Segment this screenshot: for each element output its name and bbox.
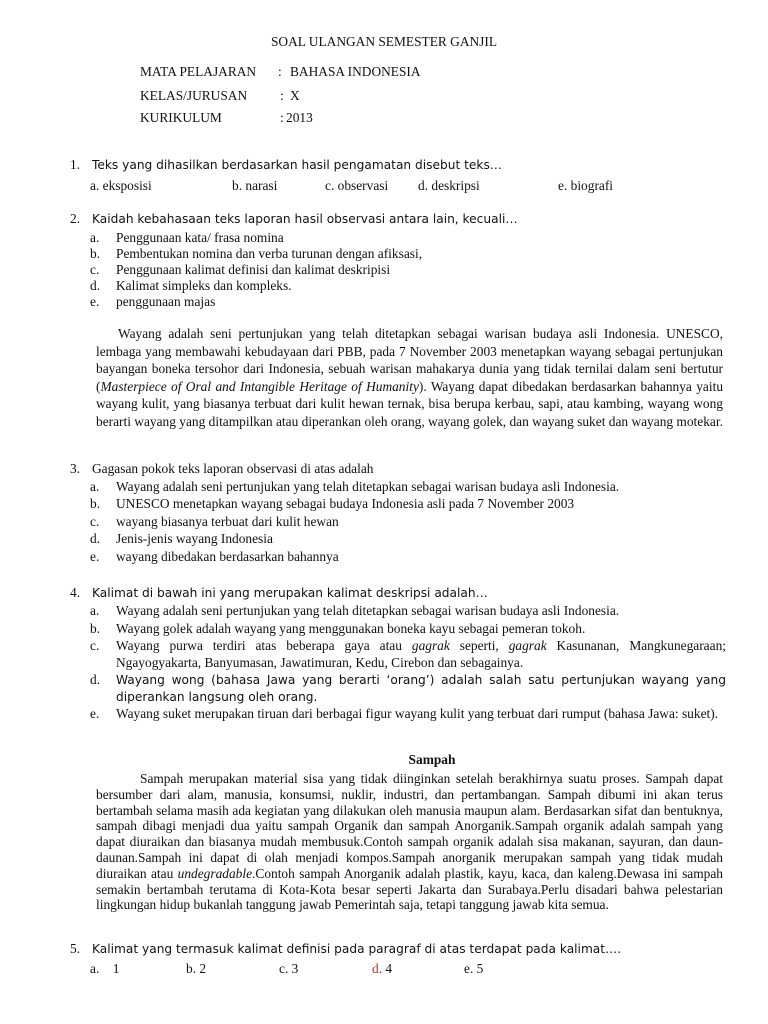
italic-phrase: Masterpiece of Oral and Intangible Heritage of Humanity: [100, 378, 419, 394]
option-d: d. 4: [372, 961, 393, 976]
meta-separator: :: [280, 88, 284, 103]
options-row: [90, 961, 710, 979]
question-2: 2. Kaidah kebahasaan teks laporan hasil observasi antara lain, kecuali… a. Penggunaan kata/ frasa nomina b. Pembentukan nomina dan verba turunan dengan afiksasi, c. Penggunaan kalimat definisi dan kalimat deskripisi d. Kalimat simpleks dan kompleks. e. penggunaan majas: [70, 211, 518, 309]
option-e: e. biografi: [558, 178, 614, 193]
option-b: b. 2: [186, 961, 207, 976]
option-a: a. eksposisi: [90, 178, 152, 193]
question-number: 1.: [70, 157, 81, 172]
meta-label: KELAS/JURUSAN: [140, 88, 248, 103]
option-a: a. 1: [90, 961, 120, 976]
question-text: Kalimat di bawah ini yang merupakan kalimat deskripsi adalah…: [92, 586, 488, 600]
question-3: 3. Gagasan pokok teks laporan observasi di atas adalah a. Wayang adalah seni pertunjukan yang telah ditetapkan sebagai warisan budaya asli Indonesia. b. UNESCO menetapkan wayang sebagai budaya Indonesia asli pada 7 November 2003 c. wayang biasanya terbuat dari kulit hewan d. Jenis-jenis wayang Indonesia e. wayang dibedakan berdasarkan bahannya: [70, 461, 620, 564]
option-b: b. narasi: [232, 178, 278, 193]
question-text: Kalimat yang termasuk kalimat definisi pada paragraf di atas terdapat pada kalimat….: [92, 942, 622, 956]
question-4: 4. Kalimat di bawah ini yang merupakan kalimat deskripsi adalah… a. Wayang adalah seni pertunjukan yang telah ditetapkan sebagai warisan budaya asli Indonesia. b. Wayang golek adalah wayang yang menggunakan boneka kayu sebagai pemeran tokoh. c. Wayang purwa terdiri atas beberapa gaya atau gagrak seperti, gagrak Kasunanan, Mangkunegaraan; Ngayogyakarta, Banyumasan, Jawatimuran, Kedu, Cirebon dan sebagainya. d. Wayang wong (bahasa Jawa yang berarti ‘orang’) adalah salah satu pertunjukan wayang yang diperankan langsung oleh orang. e. Wayang suket merupakan tiruan dari berbagai figur wayang kulit yang terbuat dari rumput (bahasa Jawa: suket).: [70, 585, 726, 721]
question-5: [70, 941, 725, 981]
meta-value: X: [290, 88, 300, 103]
wayang-paragraph: Wayang adalah seni pertunjukan yang telah ditetapkan sebagai warisan budaya asli Indonesia. UNESCO, lembaga yang membawahi kebudayaan dari PBB, pada 7 November 2003 menetapkan wayang sebagai pertunjukan bayangan boneka tersohor dari Indonesia, sebuah warisan mahakarya dunia yang tidak ternilai dalam seni bertutur (Masterpiece of Oral and Intangible Heritage of Humanity). Wayang dapat dibedakan berdasarkan bahannya yaitu wayang kulit, yang biasanya terbuat dari kulit hewan ternak, bisa berupa kerbau, sapi, atau kambing, wayang wong berarti wayang yang ditampilkan atau diperankan oleh orang, wayang golek, dan wayang suket dan wayang motekar.: [96, 326, 724, 429]
meta-value: 2013: [286, 110, 313, 125]
italic-term: undegradable: [177, 865, 253, 881]
italic-term: gagrak: [508, 638, 547, 653]
meta-label: KURIKULUM: [140, 110, 222, 125]
question-text: Kaidah kebahasaan teks laporan hasil observasi antara lain, kecuali…: [92, 212, 518, 226]
sampah-paragraph: Sampah merupakan material sisa yang tidak diinginkan setelah berakhirnya suatu proses. Sampah dapat bersumber dari alam, manusia, konsumsi, nuklir, industri, dan pertambangan. Sampah dibumi ini akan terus bertambah selama masih ada kegiatan yang dilakukan oleh manusia maupun alam. Berdasarkan sifat dan bentuknya, sampah dibagi menjadi dua yaitu sampah Organik dan sampah Anorganik.Sampah organik adalah sampah yang dapat diuraikan dan biasanya mudah membusuk.Contoh sampah organik adalah sisa makanan, sayuran, dan daun-daunan.Sampah ini dapat di olah menjadi kompos.Sampah anorganik merupakan sampah yang tidak mudah diuraikan atau undegradable.Contoh sampah Anorganik adalah plastik, kayu, kaca, dan kaleng.Dewasa ini sampah semakin bertambah terutama di Kota-Kota besar seperti Jakarta dan Surabaya.Perlu disadari bahwa pelestarian lingkungan hidup bukanlah tanggung jawab Pemerintah saja, tetapi tanggung jawab kita semua.: [96, 771, 723, 913]
options-row: [90, 178, 710, 196]
option-c: c. observasi: [325, 178, 389, 193]
highlighted-letter: d.: [372, 961, 383, 976]
meta-separator: :: [280, 110, 284, 125]
question-number: 5.: [70, 941, 81, 956]
question-number: 4.: [70, 585, 81, 600]
section-heading: Sampah: [408, 752, 456, 767]
option-c: c. 3: [279, 961, 299, 976]
option-d: d. deskripsi: [418, 178, 480, 193]
meta-label: MATA PELAJARAN: [140, 64, 257, 79]
meta-value: BAHASA INDONESIA: [290, 64, 421, 79]
option-e: e. 5: [464, 961, 484, 976]
italic-term: gagrak: [411, 638, 450, 653]
question-text: Teks yang dihasilkan berdasarkan hasil pengamatan disebut teks…: [92, 158, 502, 172]
question-number: 2.: [70, 211, 81, 226]
question-1: [70, 157, 725, 197]
meta-separator: :: [278, 64, 282, 79]
page-title: SOAL ULANGAN SEMESTER GANJIL: [270, 34, 498, 49]
question-text: Gagasan pokok teks laporan observasi di atas adalah: [92, 461, 374, 476]
question-number: 3.: [70, 461, 81, 476]
